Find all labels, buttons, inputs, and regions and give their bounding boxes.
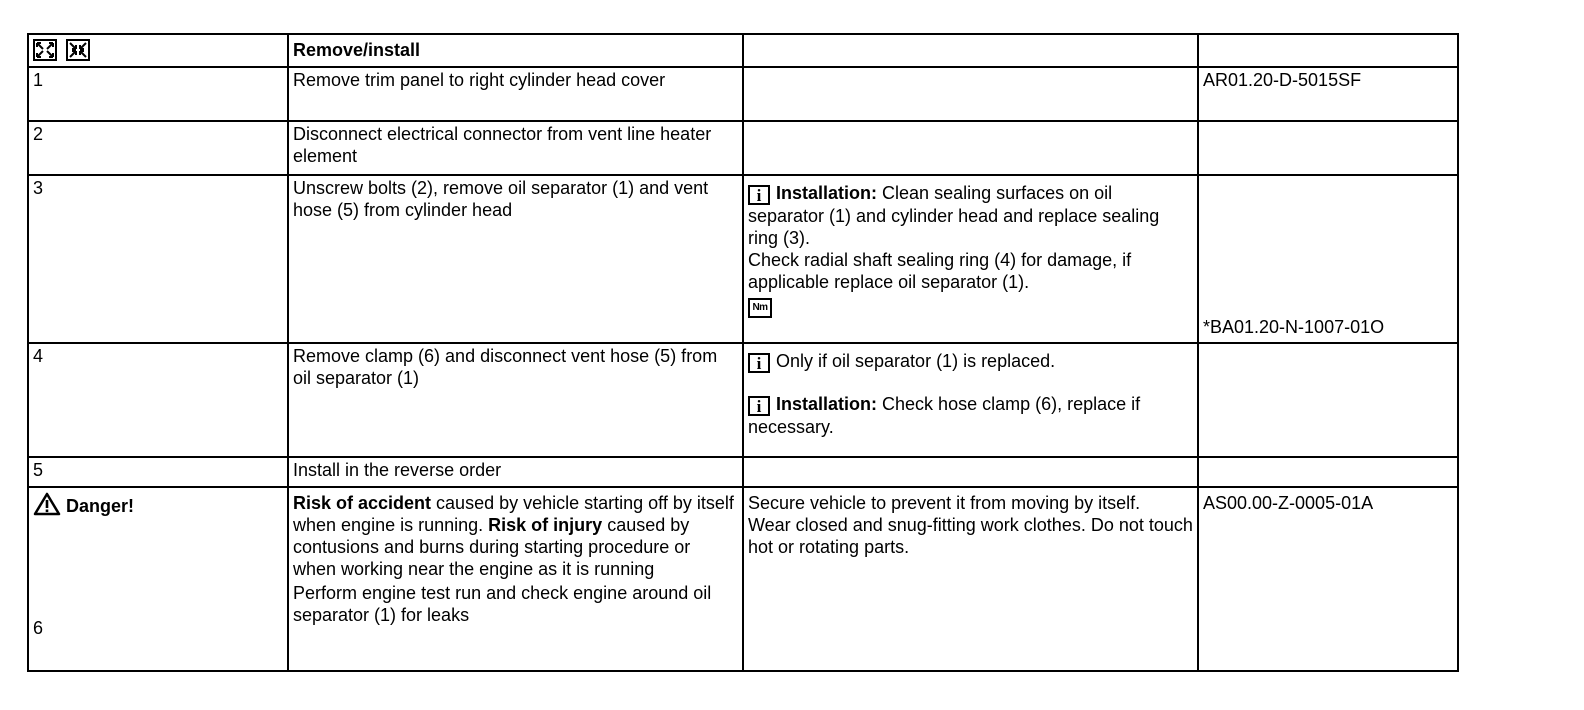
table-row bbox=[28, 121, 1458, 175]
header-icons-cell bbox=[28, 34, 288, 67]
info-icon: i bbox=[748, 353, 770, 373]
header-empty-cell bbox=[743, 34, 1198, 67]
risk-accident-text: caused by vehicle starting off by itself when engine is running. bbox=[293, 493, 734, 535]
step-notes bbox=[743, 487, 1198, 671]
step-reference bbox=[1198, 343, 1458, 457]
risk-injury-text: caused by contusions and burns during starting procedure or when working near the engine as it is running bbox=[293, 515, 691, 579]
step-notes bbox=[743, 67, 1198, 121]
step-action: Unscrew bolts (2), remove oil separator (1) and vent hose (5) from cylinder head bbox=[288, 175, 743, 343]
info-icon: i bbox=[748, 185, 770, 205]
table-row bbox=[28, 175, 1458, 343]
step-action: Disconnect electrical connector from vent line heater element bbox=[288, 121, 743, 175]
step-number: 1 bbox=[28, 67, 288, 121]
step-number: 4 bbox=[28, 343, 288, 457]
step-action: Remove clamp (6) and disconnect vent hose (5) from oil separator (1) bbox=[288, 343, 743, 457]
step-action bbox=[288, 487, 743, 671]
safety-reference: AS00.00-Z-0005-01A bbox=[1203, 493, 1374, 513]
info-icon: i bbox=[748, 396, 770, 416]
remove-icon bbox=[33, 39, 57, 61]
table-row bbox=[28, 67, 1458, 121]
step-reference: AR01.20-D-5015SF bbox=[1198, 67, 1458, 121]
header-title-text: Remove/install bbox=[293, 40, 421, 60]
step-number: 2 bbox=[28, 121, 288, 175]
header-empty-cell bbox=[1198, 34, 1458, 67]
step-reference bbox=[1198, 175, 1458, 343]
installation-label: Installation: bbox=[776, 394, 878, 414]
step-notes bbox=[743, 175, 1198, 343]
install-icon bbox=[66, 39, 90, 61]
step-reference bbox=[1198, 487, 1458, 671]
torque-reference: *BA01.20-N-1007-01O bbox=[1203, 317, 1385, 337]
secure-vehicle-measure: Secure vehicle to prevent it from moving by itself. bbox=[748, 493, 1141, 513]
clothing-measure: Wear closed and snug-fitting work clothes. Do not touch hot or rotating parts. bbox=[748, 515, 1193, 557]
check-text: Check radial shaft sealing ring (4) for damage, if applicable replace oil separator (1). bbox=[748, 250, 1132, 292]
installation-text: Clean sealing surfaces on oil separator (1) and cylinder head and replace sealing ring (3). bbox=[748, 183, 1160, 248]
danger-label: Danger! bbox=[66, 496, 135, 516]
risk-text bbox=[293, 492, 738, 580]
table-row bbox=[28, 343, 1458, 457]
step-action: Install in the reverse order bbox=[288, 457, 743, 487]
step-number bbox=[28, 487, 288, 671]
step-notes bbox=[743, 121, 1198, 175]
step-action: Remove trim panel to right cylinder head cover bbox=[288, 67, 743, 121]
danger-warning bbox=[33, 492, 283, 517]
warning-triangle-icon bbox=[33, 492, 61, 516]
risk-injury-label: Risk of injury bbox=[488, 515, 603, 535]
step-reference bbox=[1198, 457, 1458, 487]
torque-icon: Nm bbox=[748, 298, 772, 318]
step-notes bbox=[743, 457, 1198, 487]
step-number: 3 bbox=[28, 175, 288, 343]
installation-text: Check hose clamp (6), replace if necessary. bbox=[748, 394, 1141, 437]
step-number: 5 bbox=[28, 457, 288, 487]
step-notes bbox=[743, 343, 1198, 457]
procedure-table bbox=[27, 33, 1459, 672]
header-title bbox=[288, 34, 743, 67]
installation-label: Installation: bbox=[776, 183, 878, 203]
table-row bbox=[28, 487, 1458, 671]
risk-accident-label: Risk of accident bbox=[293, 493, 432, 513]
header-row bbox=[28, 34, 1458, 67]
step-reference bbox=[1198, 121, 1458, 175]
test-run-action: Perform engine test run and check engine around oil separator (1) for leaks bbox=[293, 583, 712, 625]
table-row bbox=[28, 457, 1458, 487]
step-number-6: 6 bbox=[33, 618, 44, 638]
replace-note: Only if oil separator (1) is replaced. bbox=[776, 351, 1056, 371]
